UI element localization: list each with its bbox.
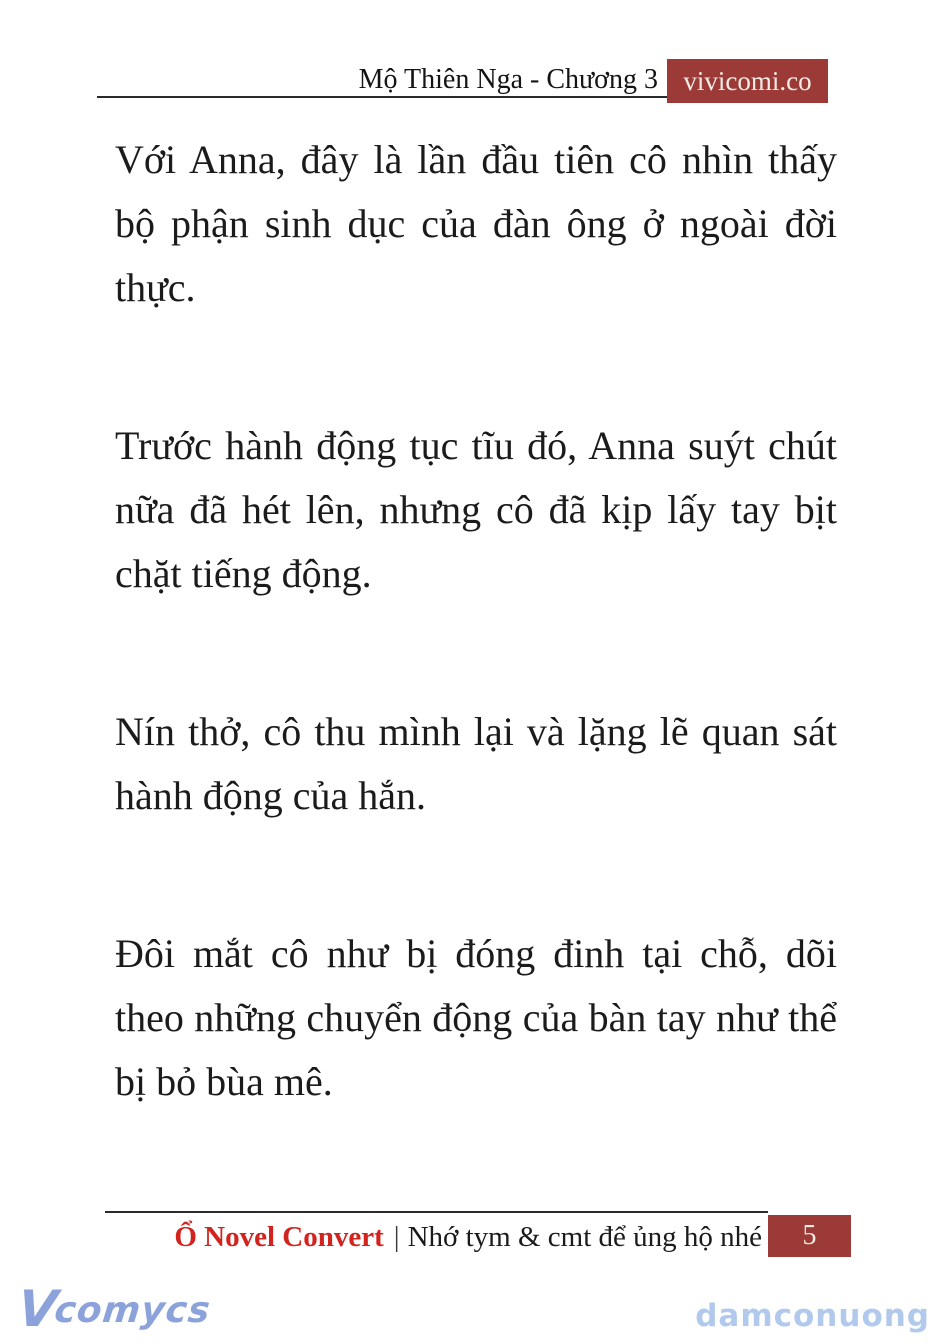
vcomycs-logo [15, 1280, 213, 1338]
paragraph: Với Anna, đây là lần đầu tiên cô nhìn thấy bộ phận sinh dục của đàn ông ở ngoài đời thực. [115, 137, 837, 310]
converter-brand: Ổ Novel Convert [174, 1221, 384, 1253]
chapter-title: Mộ Thiên Nga - Chương 3 [358, 64, 658, 95]
paragraph: Trước hành động tục tĩu đó, Anna suýt chút nữa đã hét lên, nhưng cô đã kịp lấy tay bịt chặt tiếng động. [115, 423, 837, 596]
footer-separator: | [393, 1221, 400, 1253]
footer-message: Nhớ tym & cmt để ủng hộ nhé [407, 1221, 762, 1253]
uploader-watermark: damconuong [695, 1298, 930, 1334]
footer-credit [174, 1219, 762, 1255]
paragraph: Nín thở, cô thu mình lại và lặng lẽ quan sát hành động của hắn. [115, 709, 837, 818]
paragraph: Đôi mắt cô như bị đóng đinh tại chỗ, dõi theo những chuyển động của bàn tay như thể bị bỏ bùa mê. [115, 931, 837, 1104]
chapter-body [115, 128, 837, 1114]
vcomycs-logo-rest: comycs [52, 1290, 213, 1331]
page-number-badge: 5 [768, 1215, 851, 1257]
footer-rule [105, 1211, 768, 1213]
vcomycs-logo-initial: V [15, 1280, 61, 1338]
header-rule [97, 96, 667, 98]
site-badge: vivicomi.co [667, 59, 828, 103]
